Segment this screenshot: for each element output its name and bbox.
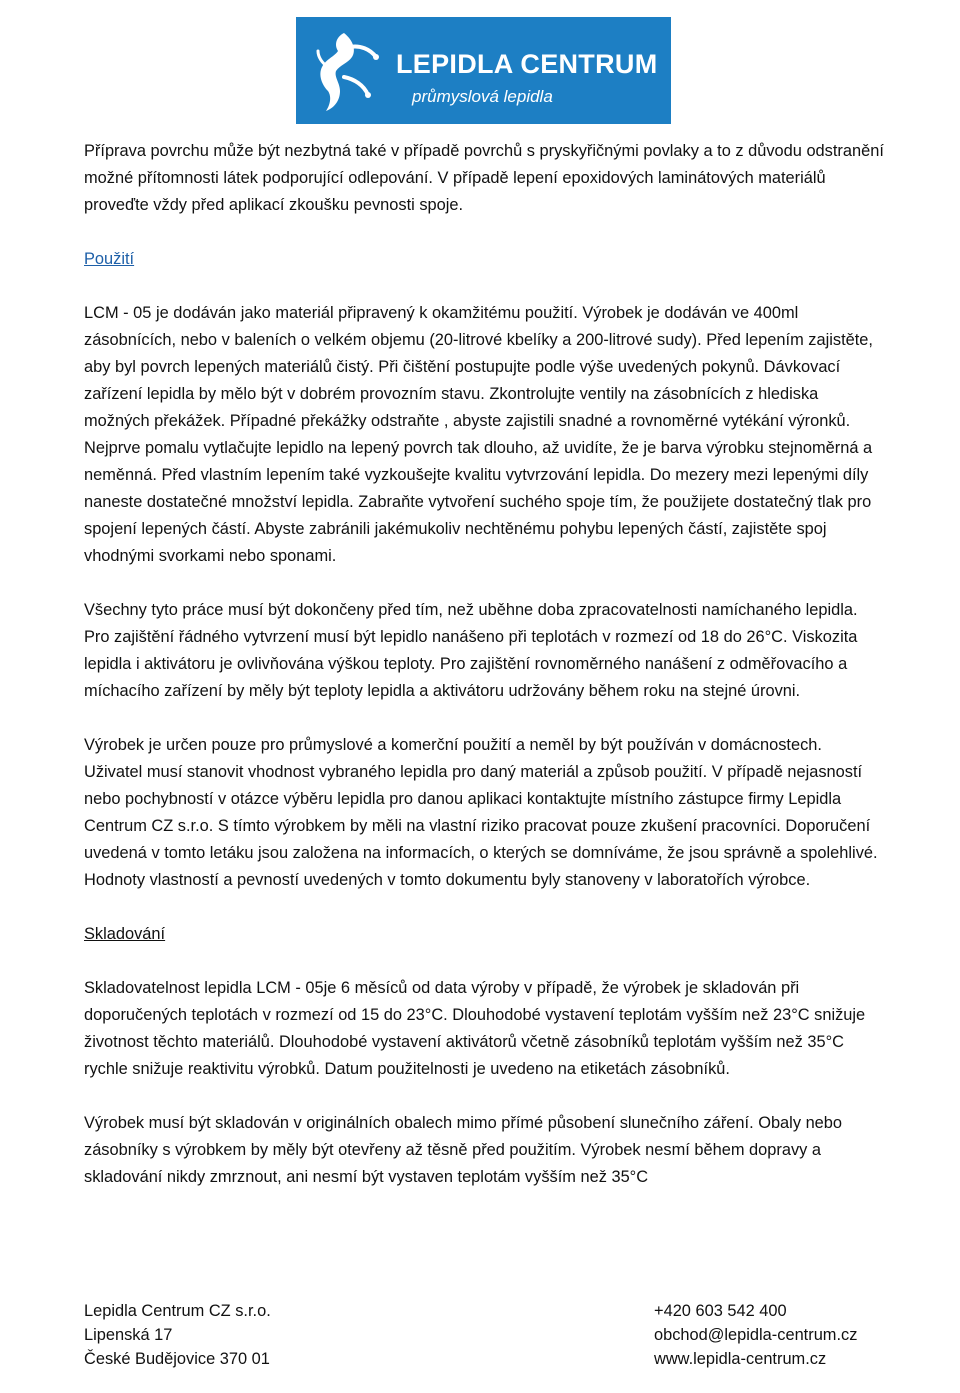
intro-paragraph: Příprava povrchu může být nezbytná také v případě povrchů s pryskyřičnými povlaky a to z důvodu odstranění možné přítomnosti látek podporující odlepování. V případě lepení epoxidových laminátových materiálů proveďte vždy před aplikací zkoušku pevnosti spoje. [84,142,884,214]
footer-street: Lipenská 17 [84,1326,173,1344]
logo-brand-text: LEPIDLA CENTRUM [396,49,658,79]
pouziti-paragraph-1: LCM - 05 je dodáván jako materiál připravený k okamžitému použití. Výrobek je dodáván ve 400ml zásobnících, nebo v baleních o velkém objemu (20-litrové kbelíky a 200-litrové sudy). Před lepením zajistěte, aby byl povrch lepených materiálů čistý. Při čištění postupujte podle výše uvedených pokynů. Dávkovací zařízení lepidla by mělo být v dobrém provozním stavu. Zkontrolujte ventily na zásobnících z hlediska možných překážek. Případné překážky odstraňte , abyste zajistili snadné a rovnoměrné vytékání výronků. Nejprve pomalu vytlačujte lepidlo na lepený povrch tak dlouho, až uvidíte, že je barva výrobku stejnoměrná a neměnná. Před vlastním lepením také vyzkoušejte kvalitu vytvrzování lepidla. Do mezery mezi lepenými díly naneste dostatečné množství lepidla. Zabraňte vytvoření suchého spoje tím, že použijete dostatečný tlak pro spojení lepených částí. Abyste zabránili jakémukoliv nechtěnému pohybu lepených částí, zajistěte spoj vhodnými svorkami nebo sponami. [84,304,873,565]
heading-skladovani: Skladování [84,925,166,943]
footer-city: České Budějovice 370 01 [84,1350,270,1368]
company-logo [296,17,671,124]
pouziti-paragraph-2: Všechny tyto práce musí být dokončeny před tím, než uběhne doba zpracovatelnosti namíchaného lepidla. Pro zajištění řádného vytvrzení musí být lepidlo nanášeno při teplotách v rozmezí od 18 do 26°C. Viskozita lepidla i aktivátoru je ovlivňována výškou teploty. Pro zajištění rovnoměrného nanášení z odměřovacího a míchacího zařízení by měly být teploty lepidla a aktivátoru udržovány během roku na stejné úrovni. [84,601,858,700]
skladovani-paragraph-2: Výrobek musí být skladován v originálních obalech mimo přímé působení slunečního záření. Obaly nebo zásobníky s výrobkem by měly být otevřeny až těsně před použitím. Výrobek nesmí během dopravy a skladování nikdy zmrznout, ani nesmí být vystaven teplotám vyšším než 35°C [84,1114,843,1186]
footer-web[interactable]: www.lepidla-centrum.cz [654,1350,827,1368]
footer-phone[interactable]: +420 603 542 400 [654,1302,787,1320]
pouziti-paragraph-3: Výrobek je určen pouze pro průmyslové a komerční použití a neměl by být používán v domácnostech. Uživatel musí stanovit vhodnost vybraného lepidla pro daný materiál a způsob použití. V případě nejasností nebo pochybností v otázce výběru lepidla pro danou aplikaci kontaktujte místního zástupce firmy Lepidla Centrum CZ s.r.o. S tímto výrobkem by měli na vlastní riziko pracovat pouze zkušení pracovníci. Doporučení uvedená v tomto letáku jsou založena na informacích, o kterých se domníváme, že jsou správně a spolehlivé. Hodnoty vlastností a pevností uvedených v tomto dokumentu byly stanoveny v laboratořích výrobce. [84,736,878,889]
page-footer [84,1299,876,1371]
footer-company: Lepidla Centrum CZ s.r.o. [84,1302,271,1320]
gecko-icon [314,27,394,115]
footer-email[interactable]: obchod@lepidla-centrum.cz [654,1326,858,1344]
heading-pouziti: Použití [84,250,135,268]
logo-tagline: průmyslová lepidla [412,87,553,106]
document-body [84,138,884,1218]
skladovani-paragraph-1: Skladovatelnost lepidla LCM - 05je 6 měsíců od data výroby v případě, že výrobek je skladován při doporučených teplotách v rozmezí od 15 do 23°C. Dlouhodobé vystavení teplotám vyšším než 23°C snižuje životnost těchto materiálů. Dlouhodobé vystavení aktivátorů včetně zásobníků teplotám vyšším než 35°C rychle snižuje reaktivitu výrobků. Datum použitelnosti je uvedeno na etiketách zásobníků. [84,979,866,1078]
